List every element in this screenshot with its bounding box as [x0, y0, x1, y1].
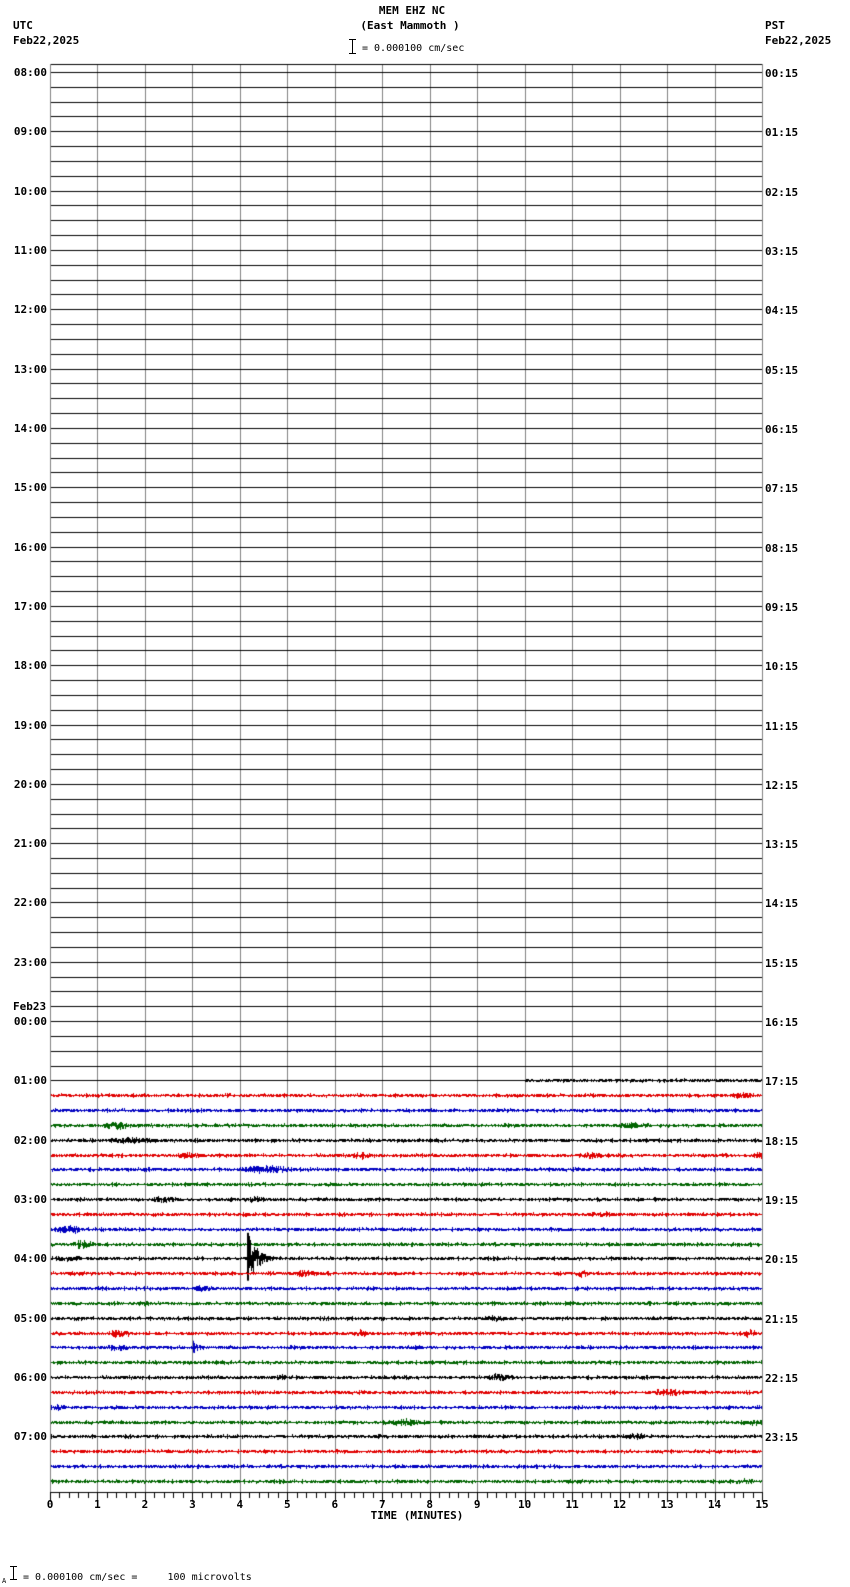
utc-label: 08:00 [13, 66, 47, 79]
utc-label: 06:00 [13, 1371, 47, 1384]
pst-label: 08:15 [765, 542, 799, 555]
footer-scale-bar-icon [10, 1566, 17, 1580]
x-tick-label: 1 [94, 1498, 101, 1511]
pst-label: 02:15 [765, 186, 799, 199]
pst-label: 09:15 [765, 601, 799, 614]
pst-label: 11:15 [765, 720, 799, 733]
utc-label: 04:00 [13, 1252, 47, 1265]
footer-scale-prefix: A [2, 1577, 7, 1585]
utc-label: 19:00 [13, 719, 47, 732]
utc-label: 11:00 [13, 244, 47, 257]
x-tick-label: 13 [660, 1498, 674, 1511]
pst-label: 12:15 [765, 779, 799, 792]
pst-label: 06:15 [765, 423, 799, 436]
utc-label: 14:00 [13, 422, 47, 435]
utc-label: 23:00 [13, 956, 47, 969]
x-tick-label: 9 [473, 1498, 481, 1511]
x-tick-label: 4 [236, 1498, 244, 1511]
footer-scale-text: = 0.000100 cm/sec = 100 microvolts [23, 1572, 252, 1583]
pst-label: 13:15 [765, 838, 799, 851]
pst-label: 00:15 [765, 67, 799, 80]
utc-label: 03:00 [13, 1193, 47, 1206]
pst-label: 17:15 [765, 1075, 799, 1088]
utc-label: 21:00 [13, 837, 47, 850]
x-tick-label: 7 [378, 1498, 386, 1511]
utc-label: 13:00 [13, 363, 47, 376]
pst-label: 16:15 [765, 1016, 799, 1029]
pst-label: 22:15 [765, 1372, 799, 1385]
x-tick-label: 15 [755, 1498, 769, 1511]
utc-label: 15:00 [13, 481, 47, 494]
pst-label: 23:15 [765, 1431, 799, 1444]
utc-label: 01:00 [13, 1074, 47, 1087]
utc-label: 18:00 [13, 659, 47, 672]
utc-label: 09:00 [13, 125, 47, 138]
x-tick-label: 8 [426, 1498, 434, 1511]
pst-label: 04:15 [765, 304, 799, 317]
pst-label: 15:15 [765, 957, 799, 970]
x-tick-label: 11 [565, 1498, 579, 1511]
pst-label: 03:15 [765, 245, 799, 258]
pst-label: 10:15 [765, 660, 799, 673]
pst-label: 18:15 [765, 1135, 799, 1148]
pst-label: 05:15 [765, 364, 799, 377]
utc-label: 00:00 [13, 1015, 47, 1028]
pst-label: 01:15 [765, 126, 799, 139]
utc-label: 05:00 [13, 1312, 47, 1325]
utc-label: 17:00 [13, 600, 47, 613]
utc-label: 16:00 [13, 541, 47, 554]
pst-label: 20:15 [765, 1253, 799, 1266]
utc-label: 10:00 [13, 185, 47, 198]
pst-label: 21:15 [765, 1313, 799, 1326]
x-tick-label: 10 [518, 1498, 532, 1511]
pst-label: 19:15 [765, 1194, 799, 1207]
x-tick-label: 3 [189, 1498, 196, 1511]
utc-label: 12:00 [13, 303, 47, 316]
x-tick-label: 14 [707, 1498, 722, 1511]
x-tick-label: 6 [331, 1498, 339, 1511]
utc-label: 20:00 [13, 778, 47, 791]
x-tick-label: 2 [141, 1498, 149, 1511]
date-change-label: Feb23 [13, 1000, 47, 1013]
utc-label: 22:00 [13, 896, 47, 909]
pst-label: 14:15 [765, 897, 799, 910]
x-axis-label: TIME (MINUTES) [370, 1509, 464, 1522]
utc-label: 02:00 [13, 1134, 47, 1147]
x-tick-label: 0 [46, 1498, 54, 1511]
x-tick-label: 5 [284, 1498, 291, 1511]
utc-label: 07:00 [13, 1430, 47, 1443]
pst-label: 07:15 [765, 482, 799, 495]
x-tick-label: 12 [612, 1498, 627, 1511]
